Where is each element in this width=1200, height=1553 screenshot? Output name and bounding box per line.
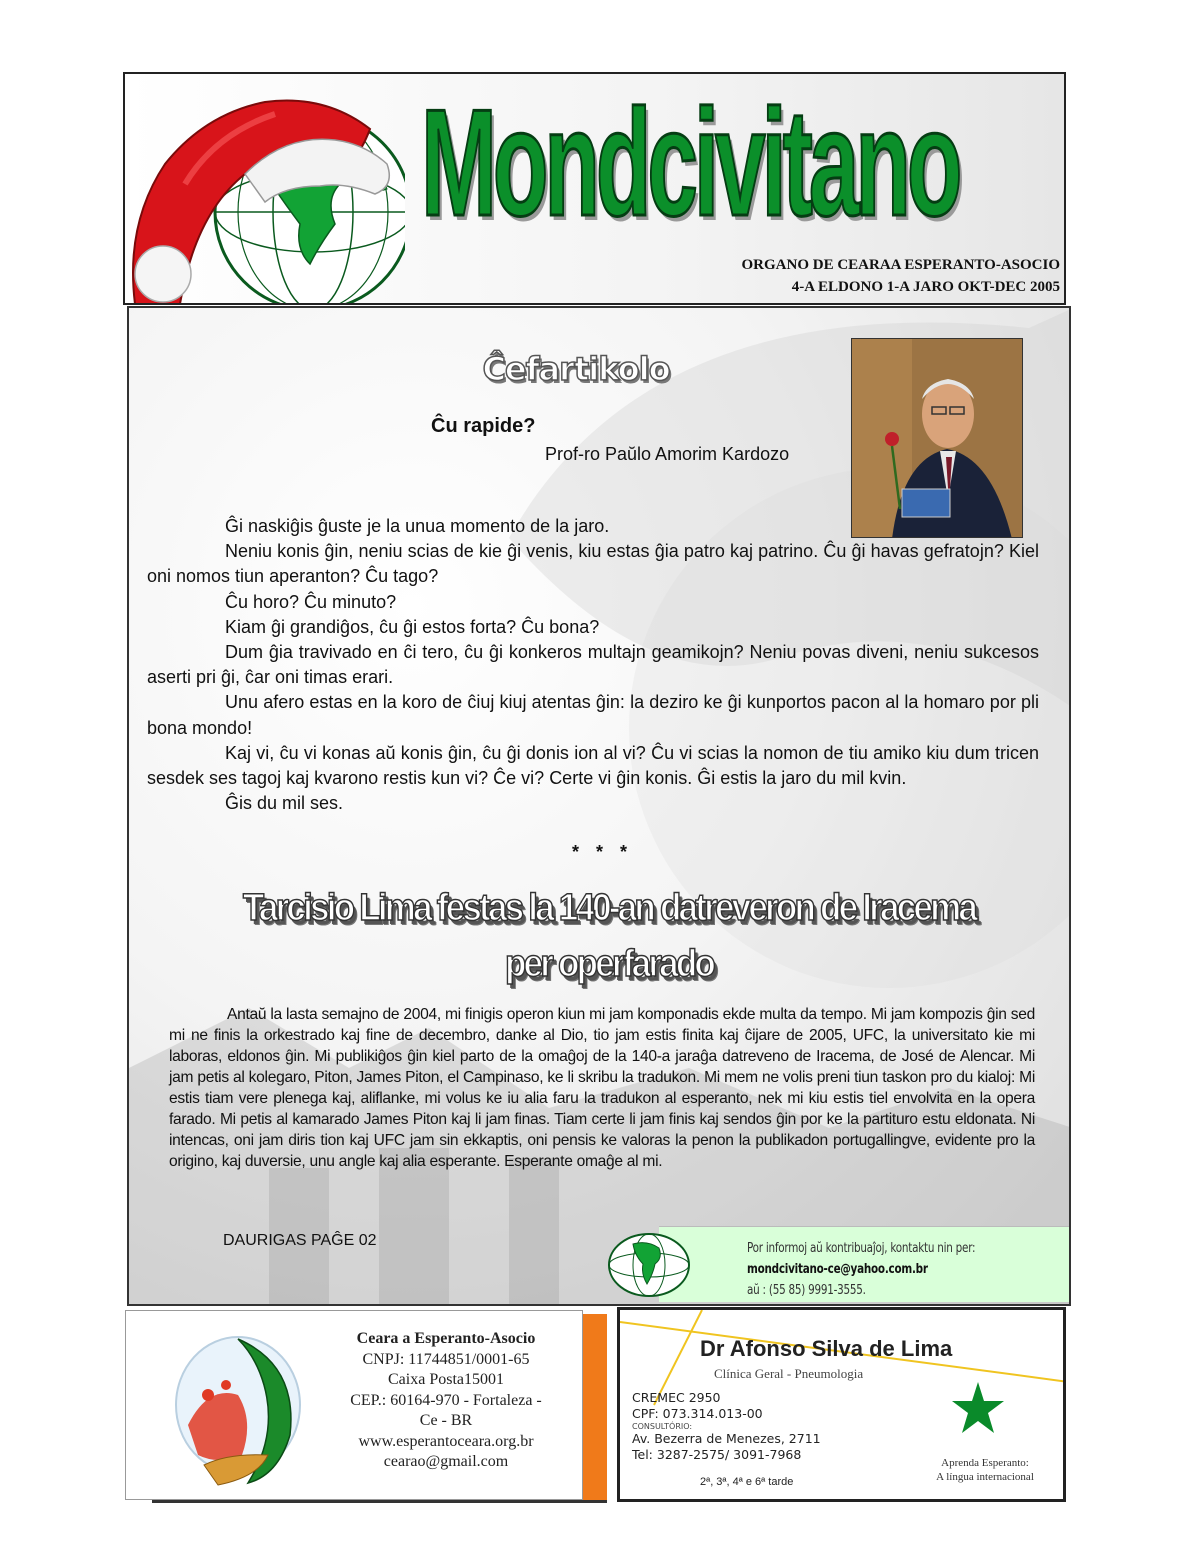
newsletter-title: Mondcivitano [421, 78, 959, 248]
editorial-body [147, 514, 1039, 816]
doctor-name: Dr Afonso Silva de Lima [700, 1336, 953, 1361]
association-website-link[interactable]: www.esperantoceara.org.br [358, 1432, 534, 1450]
editorial-title: Ĉu rapide? [431, 415, 536, 437]
doctor-specialty: Clínica Geral - Pneumologia [714, 1366, 864, 1381]
orange-stripe [583, 1314, 607, 1502]
doctor-hours: 2ª, 3ª, 4ª e 6ª tarde [700, 1476, 794, 1488]
paragraph: Unu afero estas en la koro de ĉiuj kiuj atentas ĝin: la deziro ke ĝi kunportos pacon al la homaro por pli bona mondo! [147, 692, 1039, 738]
contact-line: Por informoj aŭ kontribuaĵoj, kontaktu nin per: [747, 1241, 976, 1256]
doctor-details [632, 1390, 821, 1463]
paragraph: Antaŭ la lasta semajno de 2004, mi finigis operon kiun mi jam komponadis ekde multa da tempo. Mi jam kompozis ĝin sed mi ne finis la orkestrado kaj fine de decembro, danke al Dio, tio jam estis finita kaj ĉijare de 2005, UFC, la universitato kie mi laboras, eldonos ĝin. Mi publikiĝos ĝin kiel parto de la omaĝoj de la 140-a jaraĝa datreveno de Iracema, de José de Alencar. Mi jam petis al kolegaro, Piton, James Piton, el Campinaso, ke li skribu la tradukon. Mi mem ne volis preni tiun taskon pro du kialoj: Mi estis tiam vere plenega kaj, aliflanke, mi volus ke iu alia faru la tradukon al esperanto, nek mi kiu estis tiel envolvita en la opera farado. Mi petis al kamarado James Piton kaj li jam finas. Tiam certe li jam finis kaj sendos ĝin por ke la partituro estu eldonata. Ni intencas, oni jam diris tion kaj UFC jam sin ekkaptis, oni pensis ke valoras la penon la publikadon portugallingve, evidente pro la origino, kaj duversie, unu angle kaj alia esperante. Esperante omaĝe al mi. [169, 1006, 1035, 1170]
globe-icon [605, 1230, 693, 1300]
association-cnpj: CNPJ: 11744851/0001-65 [362, 1350, 530, 1368]
association-cep: CEP.: 60164-970 - Fortaleza - [350, 1391, 542, 1409]
masthead [123, 72, 1066, 305]
main-article-box [127, 306, 1071, 1306]
subtitle-line-2: 4-A ELDONO 1-A JARO OKT-DEC 2005 [791, 279, 1060, 295]
doctor-office-label: CONSULTÓRIO: [632, 1422, 693, 1431]
continued-notice: DAURIGAS PAĜE 02 [223, 1232, 377, 1249]
learn-line-2: A língua internacional [936, 1471, 1034, 1483]
association-email-link[interactable]: cearao@gmail.com [383, 1453, 509, 1470]
subtitle-line-1: ORGANO DE CEARAA ESPERANTO-ASOCIO [741, 257, 1060, 273]
doctor-tel: Tel: 3287-2575/ 3091-7968 [632, 1447, 802, 1462]
paragraph: Neniu konis ĝin, neniu scias de kie ĝi venis, kiu estas ĝia patro kaj patrino. Ĉu ĝi havas gefratojn? Kiel oni nomos tiun aperanton? Ĉu tago? [147, 541, 1039, 587]
association-box-number: Caixa Posta15001 [388, 1371, 504, 1388]
section-separator: * * * [572, 842, 634, 862]
esperanto-star-icon [950, 1380, 1006, 1436]
second-article-headline [223, 880, 996, 992]
paragraph: Ĝis du mil ses. [225, 793, 344, 814]
paragraph: Ĝi naskiĝis ĝuste je la unua momento de la jaro. [225, 516, 610, 536]
second-article-body [169, 1004, 1035, 1172]
editorial-author: Prof-ro Paŭlo Amorim Kardozo [545, 444, 790, 464]
doctor-address: Av. Bezerra de Menezes, 2711 [632, 1431, 821, 1446]
association-details [320, 1329, 572, 1473]
box-shadow-line [152, 1500, 607, 1503]
contact-phone: aŭ : (55 85) 9991-3555. [747, 1283, 866, 1298]
editorial-heading: Ĉefartikolo [482, 350, 670, 388]
association-box [125, 1310, 583, 1500]
doctor-cremec: CREMEC 2950 [632, 1390, 721, 1405]
contact-email-link[interactable]: mondcivitano-ce@yahoo.com.br [747, 1262, 928, 1277]
headline-line-1: Tarcisio Lima festas la 140-an datreveron de Iracema [242, 887, 976, 929]
paragraph: Dum ĝia travivado en ĉi tero, ĉu ĝi konkeros multajn geamikojn? Neniu povas diveni, neniu sukcesos aserti pri ĝi, ĉar oni timas erari. [147, 642, 1039, 688]
paragraph: Kiam ĝi grandiĝos, ĉu ĝi estos forta? Ĉu bona? [225, 616, 600, 637]
association-logo-icon [168, 1325, 308, 1490]
doctor-ad-box [617, 1307, 1066, 1502]
headline-line-2: per operfarado [504, 943, 714, 985]
doctor-cpf: CPF: 073.314.013-00 [632, 1406, 763, 1421]
contact-text [747, 1238, 979, 1301]
author-photo [851, 338, 1023, 538]
association-name: Ceara a Esperanto-Asocio [356, 1330, 536, 1347]
learn-line-1: Aprenda Esperanto: [941, 1457, 1029, 1469]
author-portrait-icon [852, 339, 1023, 538]
masthead-subtitle [741, 254, 1060, 298]
paragraph: Ĉu horo? Ĉu minuto? [225, 591, 397, 612]
association-city: Ce - BR [419, 1412, 473, 1429]
learn-esperanto [910, 1456, 1060, 1484]
santa-hat-globe-icon [125, 74, 405, 305]
paragraph: Kaj vi, ĉu vi konas aŭ konis ĝin, ĉu ĝi donis ion al vi? Ĉu vi scias la nomon de tiu amiko kiu dum tricen sesdek ses tagoj kaj kvarono restis kun vi? Ĉe vi? Certe vi ĝin konis. Ĝi estis la jaro du mil kvin. [147, 742, 1039, 789]
